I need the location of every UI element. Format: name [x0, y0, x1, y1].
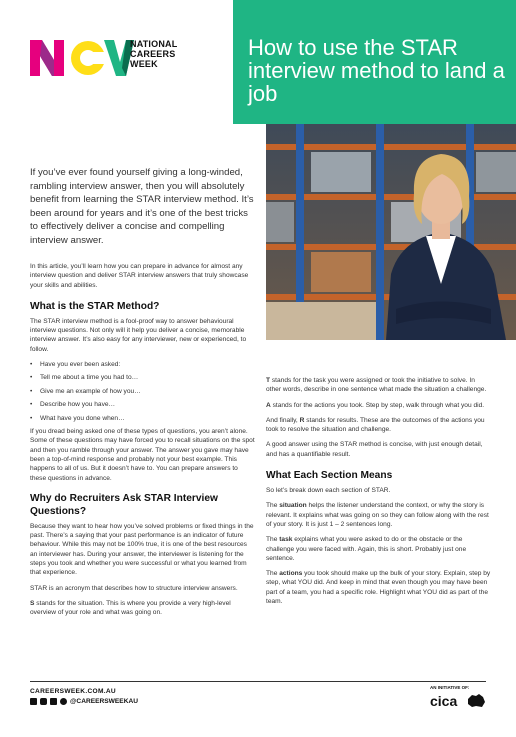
list-item: • Give me an example of how you…	[30, 387, 255, 396]
list-item: • Have you ever been asked:	[30, 360, 255, 369]
right-column	[266, 376, 491, 606]
why-body: Because they want to hear how you’ve solved problems or fixed things in the past. There’s a saying that your past performance is an indicator of future behaviour. While this may not be 100% true, it is one of the best resources an interviewer has. During your answer, the interviewer is listening for the steps you took and whether you were successful or what you learned from that experience.	[30, 522, 254, 577]
task-paragraph: The task explains what you were asked to do or the obstacle or the challenge you were faced with. Again, this is short. Probably just one sentence.	[266, 536, 467, 562]
cica-logo: cica	[430, 693, 458, 709]
good-answer-paragraph: A good answer using the STAR method is concise, with just enough detail, and has a quantifiable result.	[266, 441, 483, 458]
intro-sub: In this article, you’ll learn how you can prepare in advance for almost any interview question and deliver STAR interview answers that truly showcase your skills and abilities.	[30, 263, 249, 289]
initiative-label: AN INITIATIVE OF:	[430, 685, 470, 690]
list-item: • Describe how you have…	[30, 400, 255, 409]
australia-map-icon	[466, 693, 486, 709]
social-handle: @CAREERSWEEKAU	[70, 698, 138, 705]
actions-paragraph: The actions you took should make up the bulk of your story. Explain, step by step, what YOU did. And keep in mind that even though you may have been part of a team, you had a specific role. Highlight what YOU did as part of the team.	[266, 570, 491, 606]
facebook-icon[interactable]	[30, 698, 37, 705]
r-paragraph: And finally, R stands for results. These are the outcomes of the actions you took to resolve the situation and challenge.	[266, 416, 485, 434]
acronym-paragraph: STAR is an acronym that describes how to structure interview answers.	[30, 584, 238, 592]
instagram-icon[interactable]	[40, 698, 47, 705]
footer-divider	[30, 681, 486, 682]
dread-paragraph: If you dread being asked one of these types of questions, you aren’t alone. Some of these questions may have forced you to recall situations on the spot and then you ramble through your answer. The answer you gave may have been a top-of-mind response and probably not your best example. This happens to all of us. But it doesn’t have to. You can prepare answers to these questions in advance.	[30, 428, 255, 482]
footer-website-link[interactable]: CAREERSWEEK.COM.AU	[30, 688, 116, 695]
section-heading-star: What is the STAR Method?	[30, 300, 160, 312]
twitter-icon[interactable]	[60, 698, 67, 705]
list-item: • What have you done when…	[30, 414, 255, 423]
t-paragraph: T stands for the task you were assigned or took the initiative to solve. In other words, describe in one sentence what made the situation a challenge.	[266, 377, 487, 394]
breakdown-paragraph: So let’s break down each section of STAR.	[266, 487, 391, 495]
section-heading-why: Why do Recruiters Ask STAR Interview Questions?	[30, 492, 218, 517]
left-column	[30, 262, 255, 617]
section-heading-each: What Each Section Means	[266, 470, 393, 482]
footer-social	[30, 698, 138, 705]
s-paragraph: S stands for the situation. This is where you provide a very high-level overview of your role and what was going on.	[30, 599, 231, 617]
situation-paragraph: The situation helps the listener understand the context, or why the story is relevant. It explains what was going on so they can follow along with the rest of your story. It is just 1 – 2 sentences long.	[266, 502, 489, 528]
star-body: The STAR interview method is a fool-proof way to answer behavioural interview questions. Not only will it help you deliver a concise, memorable interview answer. It’s also easy for any interviewer, new or experienced, to follow.	[30, 317, 247, 353]
a-paragraph: A stands for the actions you took. Step by step, walk through what you did.	[266, 401, 485, 409]
linkedin-icon[interactable]	[50, 698, 57, 705]
list-item: • Tell me about a time you had to…	[30, 373, 255, 382]
logo-wordmark: NATIONAL CAREERS WEEK	[130, 39, 178, 69]
intro-lead: If you’ve ever found yourself giving a long-winded, rambling interview answer, then you will absolutely benefit from learning the STAR interview method. It’s been around for years and it’s one of the best tricks to effectively deliver a concise and compelling interview answer.	[30, 167, 254, 246]
hero-photo	[266, 124, 516, 340]
question-list	[30, 360, 255, 423]
page-title: How to use the STAR interview method to land a job	[248, 35, 505, 106]
